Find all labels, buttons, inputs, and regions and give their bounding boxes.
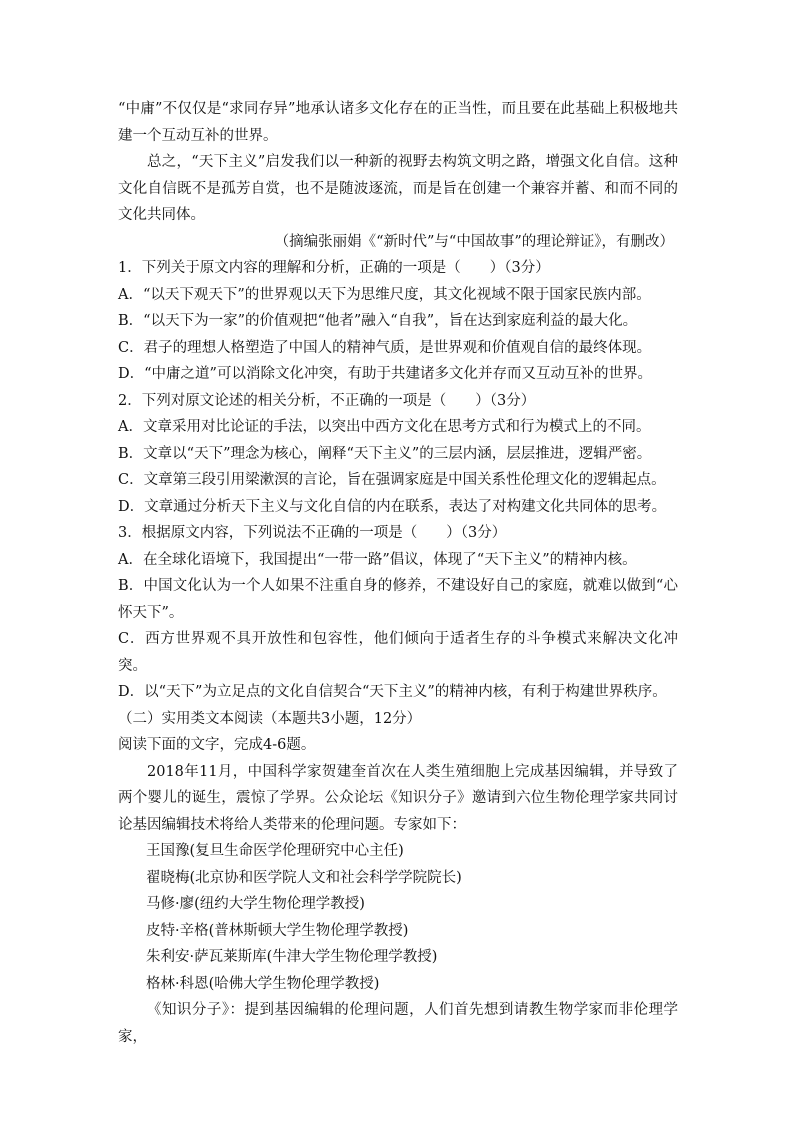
question-option: D．“中庸之道”可以消除文化冲突，有助于共建诸多文化并存而又互动互补的世界。 [118,366,652,382]
expert-item: 朱利安·萨瓦莱斯库(牛津大学生物伦理学教授) [146,949,438,965]
question-option: C．君子的理想人格塑造了中国人的精神气质，是世界观和价值观自信的最终体现。 [118,339,652,356]
question-1 [118,255,678,388]
question-3 [118,520,678,706]
expert-item: 马修·廖(纽约大学生物伦理学教授) [146,896,365,912]
section-intro: 2018年11月，中国科学家贺建奎首次在人类生殖细胞上完成基因编辑，并导致了两个婴儿的诞生，震惊了学界。公众论坛《知识分子》邀请到六位生物伦理学家共同讨论基因编辑技术将给人类带来的伦理问题。专家如下： [118,763,678,833]
expert-item: 王国豫(复旦生命医学伦理研究中心主任) [146,843,404,859]
question-stem: 2．下列对原文论述的相关分析，不正确的一项是（ ）（3分） [118,392,536,409]
question-option: B．“以天下为一家”的价值观把“他者”融入“自我”，旨在达到家庭利益的最大化。 [118,313,638,329]
passage-paragraph-1: “中庸”不仅仅是“求同存异”地承认诸多文化存在的正当性，而且要在此基础上积极地共建一个互动互补的世界。 [118,101,678,144]
section-heading: （二）实用类文本阅读（本题共3小题，12分） [118,710,422,727]
question-option: A．“以天下观天下”的世界观以天下为思维尺度，其文化视域不限于国家民族内部。 [118,286,651,303]
passage-source: （摘编张丽娟《“新时代”与“中国故事”的理论辩证》，有删改） [274,233,674,250]
question-option: D．文章通过分析天下主义与文化自信的内在联系，表达了对构建文化共同体的思考。 [118,498,667,515]
question-2 [118,388,678,521]
expert-item: 皮特·辛格(普林斯顿大学生物伦理学教授) [146,922,409,939]
question-stem: 1．下列关于原文内容的理解和分析，正确的一项是（ ）（3分） [118,260,550,276]
expert-list [118,838,678,997]
question-option: B．文章以“天下”理念为核心，阐释“天下主义”的三层内涵，层层推进，逻辑严密。 [118,445,652,462]
question-stem: 3．根据原文内容，下列说法不正确的一项是（ ）（3分） [118,525,507,541]
interview-start: 《知识分子》：提到基因编辑的伦理问题，人们首先想到请教生物学家而非伦理学家， [118,1002,678,1045]
expert-item: 格林·科恩(哈佛大学生物伦理学教授) [146,975,380,992]
question-option: A．文章采用对比论证的手法，以突出中西方文化在思考方式和行为模式上的不同。 [118,419,651,435]
question-option: D．以“天下”为立足点的文化自信契合“天下主义”的精神内核，有利于构建世界秩序。 [118,684,667,700]
question-option: A．在全球化语境下，我国提出“一带一路”倡议，体现了“天下主义”的精神内核。 [118,551,637,568]
question-option: B．中国文化认为一个人如果不注重自身的修养，不建设好自己的家庭，就难以做到“心怀天下”。 [118,578,678,621]
question-option: C．文章第三段引用梁漱溟的言论，旨在强调家庭是中国关系性伦理文化的逻辑起点。 [118,472,666,488]
document-page [118,96,678,1050]
expert-item: 翟晓梅(北京协和医学院人文和社会科学学院院长) [146,869,462,886]
section-instruction: 阅读下面的文字，完成4-6题。 [118,737,316,753]
question-option: C．西方世界观不具开放性和包容性，他们倾向于适者生存的斗争模式来解决文化冲突。 [118,631,678,674]
passage-paragraph-2: 总之，“天下主义”启发我们以一种新的视野去构筑文明之路，增强文化自信。这种文化自信既不是孤芳自赏，也不是随波逐流，而是旨在创建一个兼容并蓄、和而不同的文化共同体。 [118,154,678,223]
